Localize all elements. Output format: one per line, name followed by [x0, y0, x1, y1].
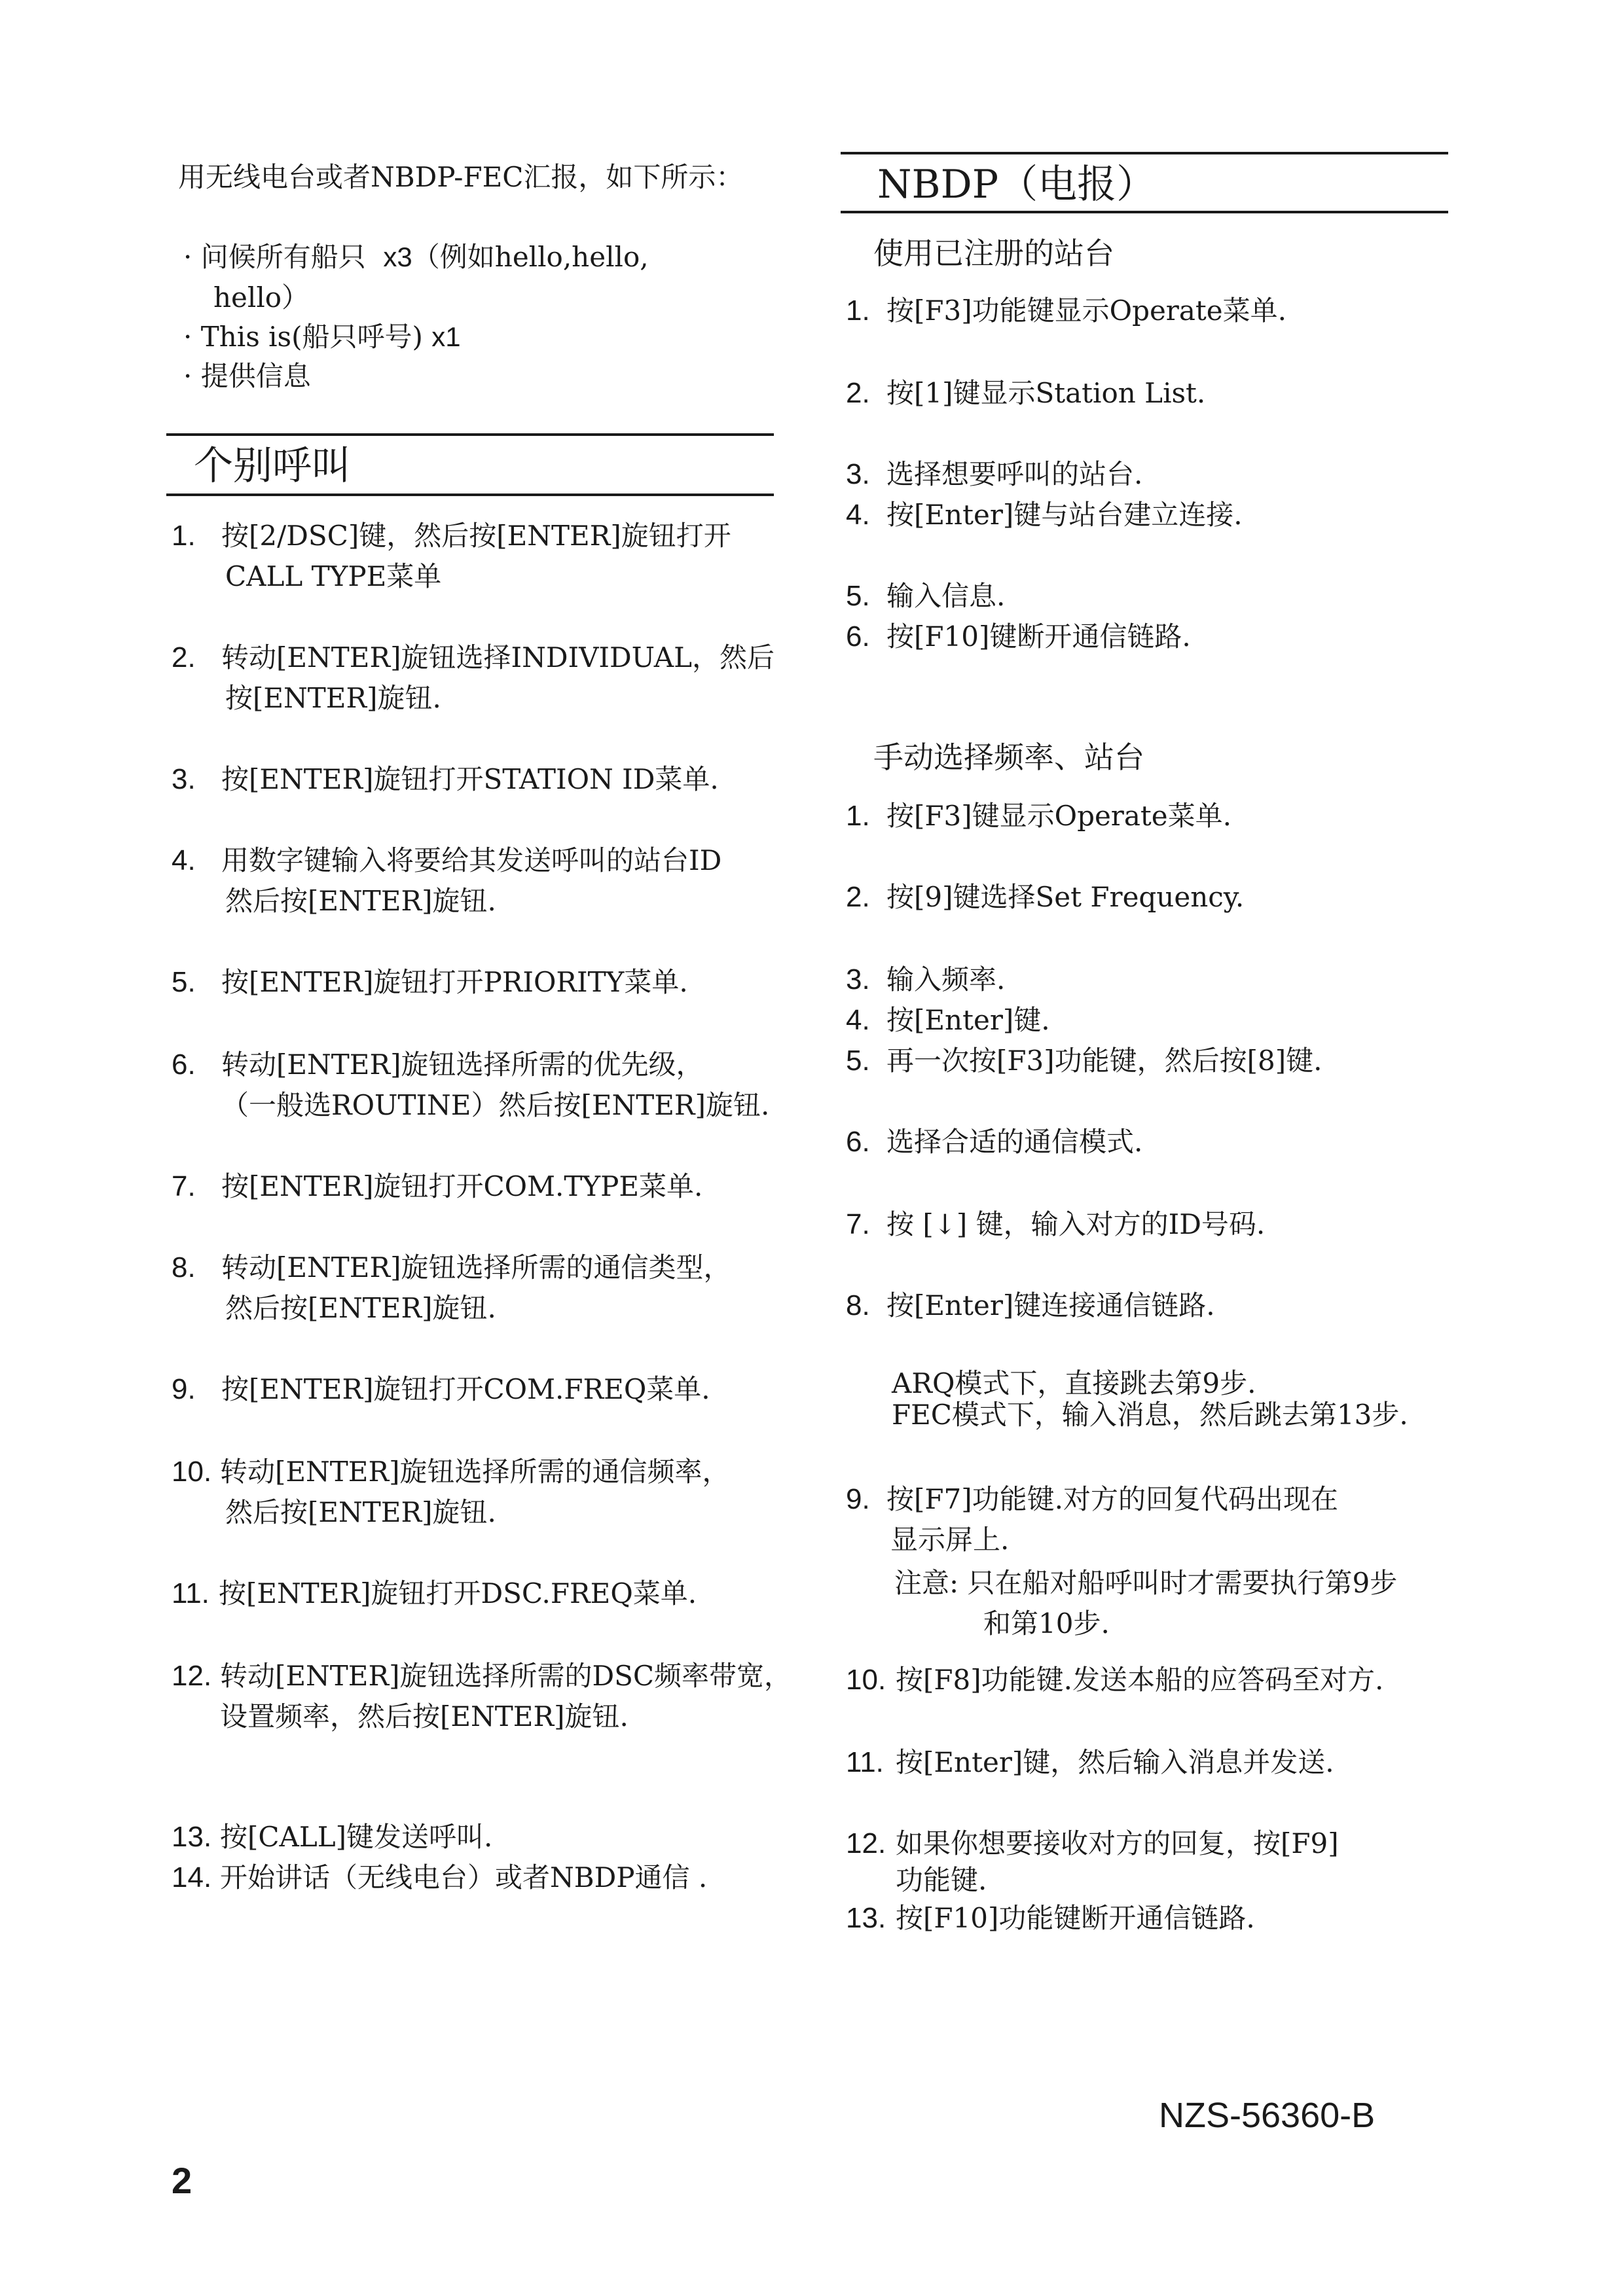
- bullet-item-continued: hello）: [213, 281, 310, 314]
- section-title-nbdp: NBDP（电报）: [877, 162, 1156, 207]
- note-line: 和第10步.: [983, 1607, 1110, 1640]
- page-number: 2: [172, 2160, 192, 2201]
- section-title-individual-call: 个别呼叫: [194, 443, 351, 489]
- mode-notes: [892, 1368, 1408, 1431]
- document-code: NZS-56360-B: [1159, 2096, 1376, 2135]
- section-rule-top: [166, 433, 774, 436]
- mode-note-arq: ARQ模式下，直接跳去第9步.: [892, 1367, 1256, 1399]
- bullet-item: · This is(船只呼号) x1: [183, 321, 461, 353]
- note-block: [894, 1563, 1397, 1644]
- intro-text: 用无线电台或者NBDP-FEC汇报，如下所示：: [178, 161, 744, 193]
- subheading-manual-frequency: 手动选择频率、站台: [873, 740, 1144, 775]
- subheading-registered-station: 使用已注册的站台: [873, 236, 1114, 271]
- bullet-text: 问候所有船只: [200, 241, 384, 273]
- note-line: 注意: 只在船对船呼叫时才需要执行第9步: [894, 1567, 1398, 1599]
- mode-note-fec: FEC模式下，输入消息，然后跳去第13步.: [892, 1399, 1408, 1431]
- section-rule-bottom: [841, 211, 1448, 213]
- bullet-item: · 提供信息: [183, 360, 311, 392]
- section-rule-bottom: [166, 493, 774, 496]
- section-rule-top: [841, 152, 1448, 154]
- bullet-item: · 问候所有船只 x3（例如hello,hello,: [183, 241, 649, 273]
